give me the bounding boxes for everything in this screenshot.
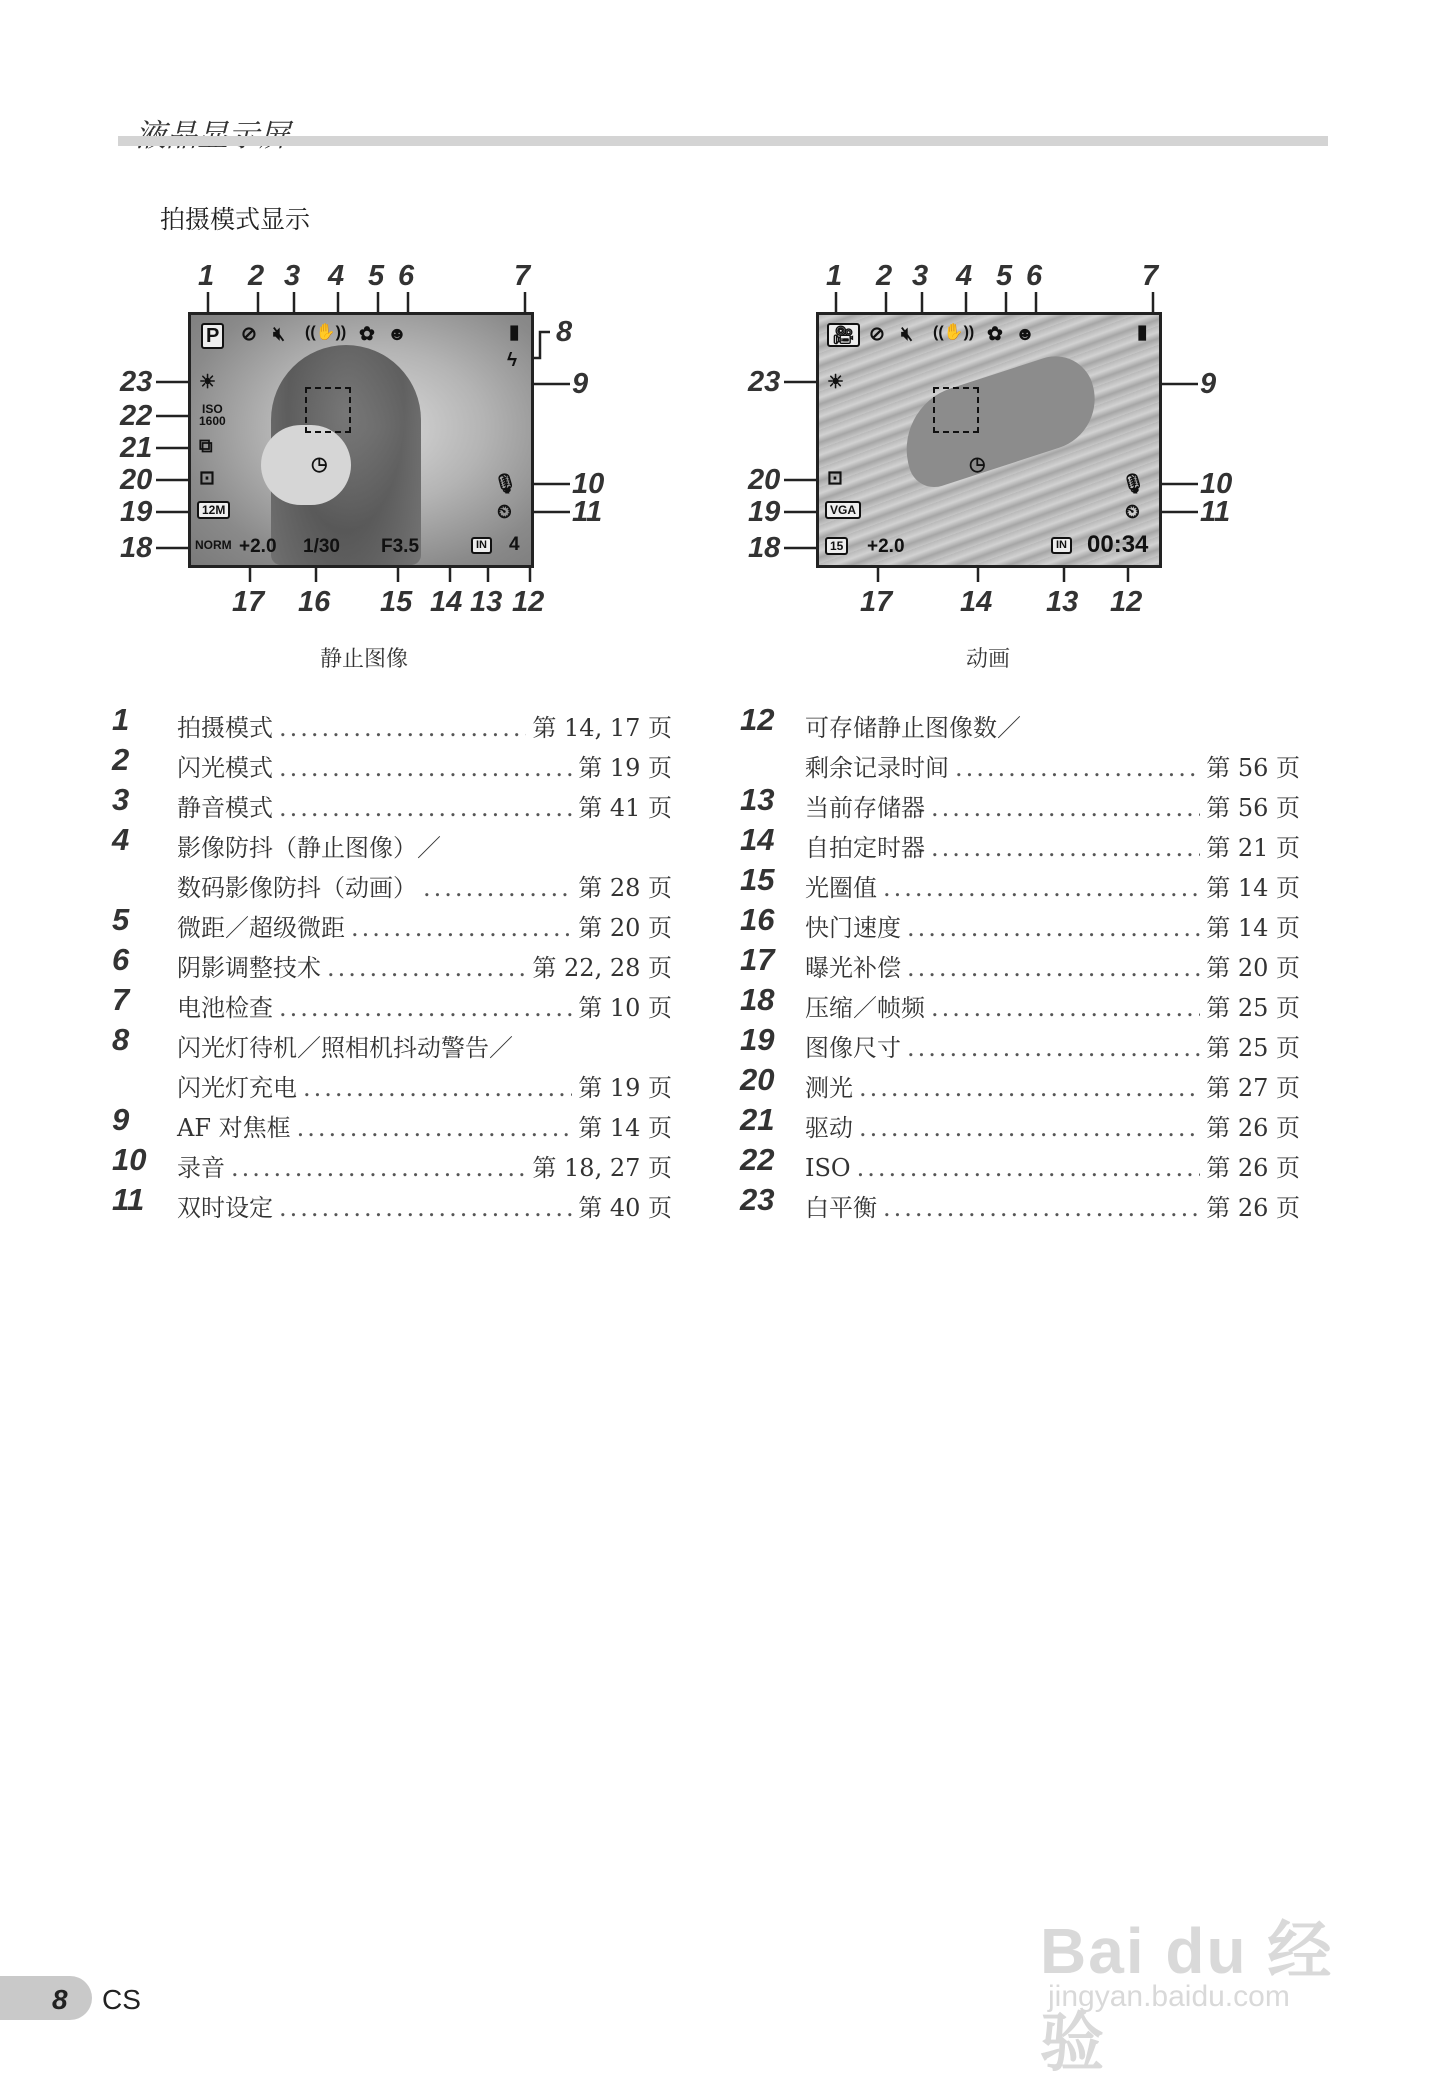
memory-indicator: IN [471,537,492,554]
legend-item-number: 14 [740,822,775,857]
legend-item-page-ref: 第 25 页 [1206,1034,1300,1062]
callout-14: 14 [960,586,993,618]
page-number: 8 [52,1984,68,2015]
legend-item-page-ref: 第 40 页 [578,1194,672,1222]
callout-4: 4 [328,260,345,292]
legend-item [112,902,672,942]
drive-icon: ⧉ [199,436,213,457]
flash-off-icon: ⊘ [241,324,257,345]
legend-item [740,982,1300,1022]
callout-14: 14 [430,586,463,618]
af-frame [933,387,979,433]
legend-item-page-ref: 第 19 页 [578,754,672,782]
legend-item-label: 曝光补偿 [805,954,901,982]
legend-item [112,982,672,1022]
callout-15: 15 [380,586,413,618]
legend-item-label: 闪光模式 [177,754,273,782]
legend-item [740,942,1300,982]
legend-item [112,1022,672,1062]
legend-item-label: 录音 [177,1154,225,1182]
shadow-adjust-icon: ☻ [387,324,407,345]
legend-item [112,822,672,862]
legend-item-label: 数码影像防抖（动画） [177,874,417,902]
leader-dots [931,794,1200,822]
legend-item-label: AF 对焦框 [177,1114,291,1142]
microphone-icon: 🎙︎ [1121,474,1146,495]
callout-12: 12 [512,586,545,618]
callout-12: 12 [1110,586,1143,618]
legend-item [740,1142,1300,1182]
callout-2: 2 [876,260,893,292]
page-tab [0,1976,92,2020]
shutter-speed-value: 1/30 [303,536,340,557]
legend-item-label: 压缩／帧频 [805,994,925,1022]
callout-5: 5 [368,260,385,292]
legend-item-page-ref: 第 26 页 [1206,1154,1300,1182]
legend-item-number: 6 [112,942,130,977]
movie-mode-icon: 🎥︎ [827,323,860,347]
shadow-adjust-icon: ☻ [1015,324,1035,345]
watermark [1030,1880,1370,2079]
leader-dots [279,794,572,822]
callout-9: 9 [1200,368,1217,400]
microphone-icon: 🎙︎ [493,474,518,495]
callout-23: 23 [748,366,781,398]
callout-18: 18 [120,532,153,564]
flash-off-icon: ⊘ [869,324,885,345]
legend-item [740,822,1300,862]
callout-7: 7 [514,260,531,292]
callout-5: 5 [996,260,1013,292]
legend-item-page-ref: 第 19 页 [578,1074,672,1102]
legend-item [740,782,1300,822]
language-code: CS [102,1984,141,2015]
iso-indicator: ISO 1600 [199,402,226,428]
leader-dots [279,714,526,742]
legend-item [112,742,672,782]
leader-dots [857,1154,1201,1182]
legend-item-label: 自拍定时器 [805,834,925,862]
legend-item-label: 图像尺寸 [805,1034,901,1062]
legend-item [112,782,672,822]
battery-icon: ▮ [509,322,520,343]
legend-item-label: 可存储静止图像数／ [805,714,1021,742]
legend-item-page-ref: 第 22, 28 页 [532,954,672,982]
callout-21: 21 [120,432,153,464]
macro-icon: ✿ [359,324,375,345]
legend-item-label: 微距／超级微距 [177,914,345,942]
callout-6: 6 [1026,260,1043,292]
legend-item-label: 测光 [805,1074,853,1102]
legend-item-page-ref: 第 10 页 [578,994,672,1022]
legend-item [112,1062,672,1102]
legend-item-page-ref: 第 18, 27 页 [532,1154,672,1182]
legend-item-page-ref: 第 14 页 [1206,914,1300,942]
callout-6: 6 [398,260,415,292]
legend-item-page-ref: 第 14 页 [578,1114,672,1142]
metering-icon: ⊡ [827,468,843,489]
leader-dots [907,914,1200,942]
mute-icon: 🔇︎ [901,324,913,345]
leader-dots [231,1154,526,1182]
legend-item-number: 1 [112,702,130,737]
legend-item-number: 21 [740,1102,775,1137]
legend-item-number: 19 [740,1022,775,1057]
legend-item [112,1102,672,1142]
leader-dots [423,874,572,902]
framerate-indicator: 15 [825,537,848,555]
leader-dots [955,754,1200,782]
legend-item-page-ref: 第 25 页 [1206,994,1300,1022]
callout-1: 1 [826,260,843,292]
callout-22: 22 [120,400,153,432]
leader-dots [859,1114,1200,1142]
remaining-time: 00:34 [1087,531,1149,558]
legend-item [740,702,1300,742]
legend-item [740,1102,1300,1142]
leader-dots [303,1074,572,1102]
macro-icon: ✿ [987,324,1003,345]
legend-item-label: 光圈值 [805,874,877,902]
memory-indicator: IN [1051,537,1072,554]
legend-item-page-ref: 第 27 页 [1206,1074,1300,1102]
legend-item-number: 23 [740,1182,775,1217]
title-rule [118,136,1328,146]
legend-item-label: 静音模式 [177,794,273,822]
legend-item-number: 17 [740,942,775,977]
watermark-url: jingyan.baidu.com [1048,1980,1290,2013]
legend-item [740,1062,1300,1102]
movie-caption: 动画 [966,647,1011,672]
callout-10: 10 [1200,468,1233,500]
callout-16: 16 [298,586,331,618]
legend-item-page-ref: 第 26 页 [1206,1114,1300,1142]
dual-time-icon: ⏲︎ [1125,502,1140,523]
section-heading: 拍摄模式显示 [160,205,311,234]
metering-icon: ⊡ [199,468,215,489]
legend-item [740,1022,1300,1062]
legend-item [740,862,1300,902]
image-size-indicator: 12M [197,501,230,519]
legend-item-label: ISO [805,1154,851,1182]
leader-dots [279,1194,572,1222]
callout-1: 1 [198,260,215,292]
stabilizer-icon: ((✋)) [305,324,347,341]
leader-dots [931,834,1200,862]
leader-dots [931,994,1200,1022]
legend-item-label: 影像防抖（静止图像）／ [177,834,441,862]
legend-item-page-ref: 第 56 页 [1206,794,1300,822]
leader-dots [327,954,526,982]
legend-item-number: 20 [740,1062,775,1097]
legend-item-label: 拍摄模式 [177,714,273,742]
legend-item-page-ref: 第 20 页 [1206,954,1300,982]
legend-item-label: 快门速度 [805,914,901,942]
callout-18: 18 [748,532,781,564]
legend-item [740,1182,1300,1222]
callout-17: 17 [860,586,893,618]
callout-8: 8 [556,316,573,348]
legend-item-page-ref: 第 21 页 [1206,834,1300,862]
legend-item [740,742,1300,782]
legend-item-label: 双时设定 [177,1194,273,1222]
legend-item-label: 阴影调整技术 [177,954,321,982]
leader-dots [279,754,572,782]
legend-item-page-ref: 第 20 页 [578,914,672,942]
callout-11: 11 [1200,496,1231,528]
movie-panel [748,260,1233,672]
shooting-mode-indicator: P [201,323,224,349]
legend-item-number: 13 [740,782,775,817]
callout-10: 10 [572,468,605,500]
legend-item-label: 驱动 [805,1114,853,1142]
legend-item-number: 5 [112,902,130,937]
still-caption: 静止图像 [320,647,409,672]
legend-item-number: 2 [112,742,130,777]
white-balance-icon: ☀ [827,372,845,393]
legend-item-number: 16 [740,902,775,937]
callout-11: 11 [572,496,603,528]
exposure-comp-value: +2.0 [867,536,905,557]
flash-charge-icon: ϟ [507,350,518,371]
legend-item [112,942,672,982]
remaining-shots: 4 [509,534,520,555]
leader-dots [859,1074,1200,1102]
legend-item-label: 电池检查 [177,994,273,1022]
leader-dots [883,874,1200,902]
legend-item-number: 4 [112,822,130,857]
legend-item-number: 3 [112,782,130,817]
dual-time-icon: ⏲︎ [497,502,512,523]
legend-item-page-ref: 第 14 页 [1206,874,1300,902]
legend-item-number: 22 [740,1142,775,1177]
callout-2: 2 [248,260,265,292]
callout-4: 4 [956,260,973,292]
leader-dots [297,1114,573,1142]
movie-lcd-screen [816,312,1162,568]
legend-item-number: 18 [740,982,775,1017]
callout-19: 19 [120,496,153,528]
self-timer-icon: ◷ [969,454,986,475]
legend-item-label: 闪光灯充电 [177,1074,297,1102]
callout-3: 3 [284,260,301,292]
legend-item [740,902,1300,942]
callout-9: 9 [572,368,589,400]
legend-item-number: 12 [740,702,775,737]
compression-indicator: NORM [195,538,232,552]
callout-7: 7 [1142,260,1159,292]
aperture-value: F3.5 [381,536,420,557]
stabilizer-icon: ((✋)) [933,324,975,341]
leader-dots [883,1194,1200,1222]
callout-19: 19 [748,496,781,528]
legend-item [112,1142,672,1182]
page-title [135,110,290,155]
still-lcd-screen [188,312,534,568]
callout-17: 17 [232,586,265,618]
legend-item-number: 9 [112,1102,130,1137]
self-timer-icon: ◷ [311,454,328,475]
mute-icon: 🔇︎ [273,324,285,345]
af-frame [305,387,351,433]
watermark-logo: Bai du 经验 [1040,1915,1334,2079]
leader-dots [351,914,572,942]
legend-item-page-ref: 第 14, 17 页 [532,714,672,742]
legend-item-page-ref: 第 26 页 [1206,1194,1300,1222]
leader-dots [279,994,572,1022]
legend-item [112,862,672,902]
legend-item-number: 8 [112,1022,130,1057]
legend-item-label: 剩余记录时间 [805,754,949,782]
battery-icon: ▮ [1137,322,1148,343]
legend-item-label: 白平衡 [805,1194,877,1222]
callout-23: 23 [120,366,153,398]
still-image-panel [120,260,605,672]
legend-item [112,702,672,742]
leader-dots [907,1034,1200,1062]
legend-item-page-ref: 第 28 页 [578,874,672,902]
white-balance-icon: ☀ [199,372,217,393]
legend-item-number: 7 [112,982,130,1017]
callout-13: 13 [1046,586,1079,618]
callout-20: 20 [748,464,781,496]
legend-list-left [112,702,672,1222]
legend-item [112,1182,672,1222]
leader-dots [907,954,1200,982]
legend-item-page-ref: 第 56 页 [1206,754,1300,782]
image-size-indicator: VGA [825,501,861,519]
callout-3: 3 [912,260,929,292]
callout-20: 20 [120,464,153,496]
still-photo-baby [261,425,351,505]
callout-13: 13 [470,586,503,618]
legend-item-page-ref: 第 41 页 [578,794,672,822]
exposure-comp-value: +2.0 [239,536,277,557]
legend-item-number: 15 [740,862,775,897]
legend-item-label: 闪光灯待机／照相机抖动警告／ [177,1034,513,1062]
legend-item-label: 当前存储器 [805,794,925,822]
legend-item-number: 10 [112,1142,147,1177]
legend-item-number: 11 [112,1182,145,1217]
legend-list-right [740,702,1300,1222]
